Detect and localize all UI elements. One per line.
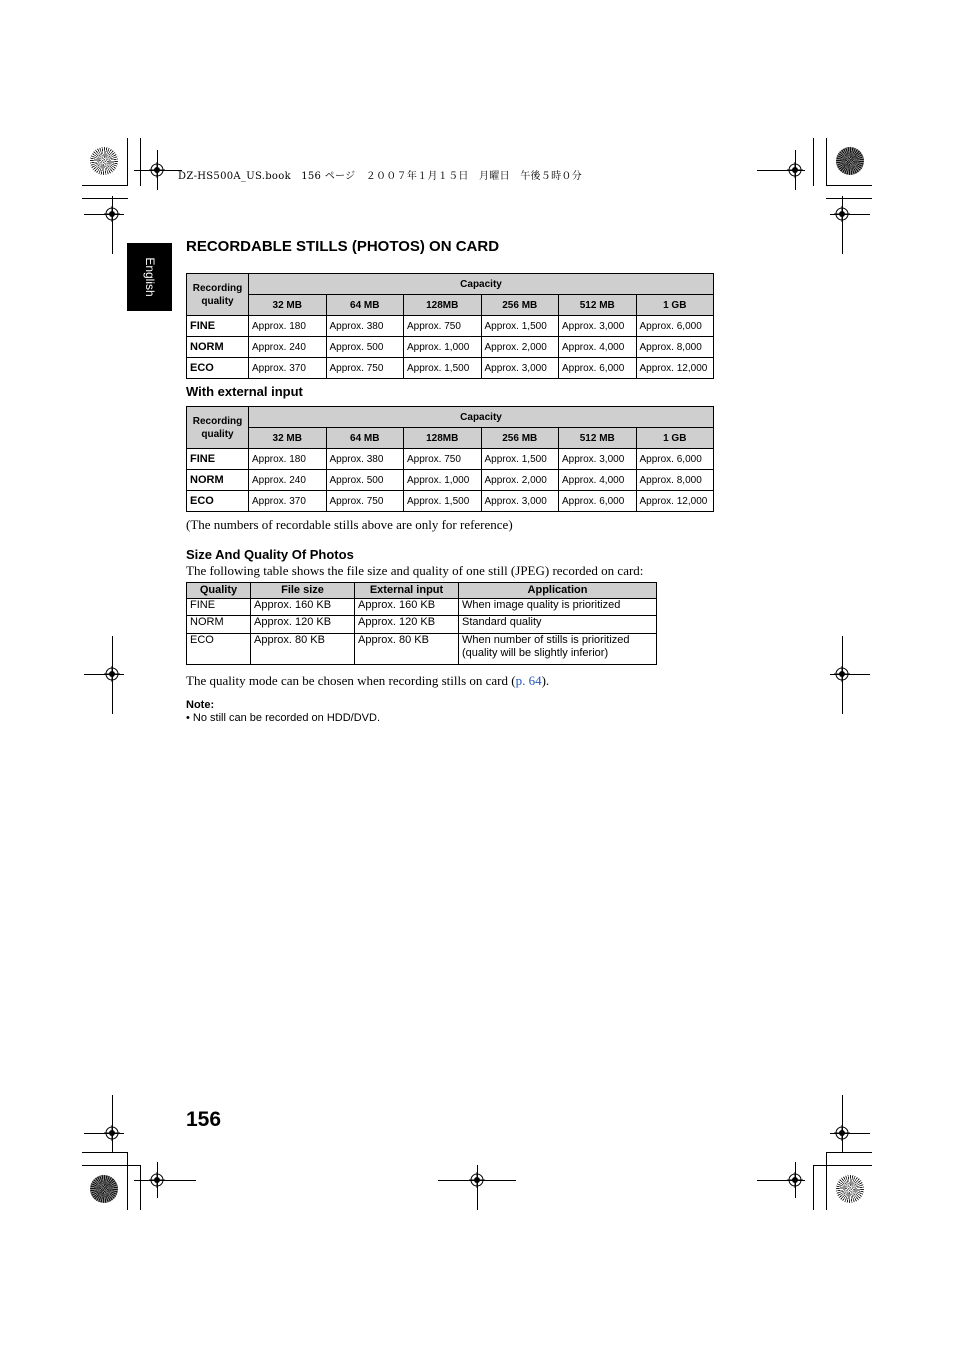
capacity-cell: Approx. 12,000 — [636, 358, 714, 379]
capacity-cell: Approx. 380 — [326, 316, 404, 337]
capacity-cell: Approx. 6,000 — [559, 358, 637, 379]
capacity-column-header: 1 GB — [636, 428, 714, 449]
capacity-cell: Approx. 240 — [249, 337, 327, 358]
table-row — [187, 616, 657, 634]
capacity-cell: Approx. 1,500 — [481, 449, 559, 470]
capacity-cell: Approx. 750 — [404, 449, 482, 470]
capacity-cell: Approx. 3,000 — [481, 358, 559, 379]
table-cell: Standard quality — [459, 616, 657, 634]
capacity-cell: Approx. 750 — [326, 358, 404, 379]
capacity-column-header: 512 MB — [559, 428, 637, 449]
capacity-cell: Approx. 1,500 — [404, 358, 482, 379]
size-quality-heading: Size And Quality Of Photos — [186, 547, 354, 562]
page-number: 156 — [186, 1108, 222, 1131]
table-cell: NORM — [187, 616, 251, 634]
table-row — [187, 634, 657, 665]
capacity-cell: Approx. 240 — [249, 470, 327, 491]
table-row — [187, 470, 714, 491]
capacity-cell: Approx. 1,500 — [481, 316, 559, 337]
bullet-icon: • — [186, 712, 190, 724]
capacity-column-header: 512 MB — [559, 295, 637, 316]
capacity-column-header: 32 MB — [249, 428, 327, 449]
column-header: File size — [251, 583, 355, 599]
color-bar-icon — [90, 147, 118, 175]
table-cell: Approx. 160 KB — [355, 599, 459, 616]
capacity-cell: Approx. 500 — [326, 337, 404, 358]
capacity-cell: Approx. 6,000 — [636, 449, 714, 470]
capacity-cell: Approx. 12,000 — [636, 491, 714, 512]
capacity-column-header: 64 MB — [326, 295, 404, 316]
capacity-column-header: 128MB — [404, 428, 482, 449]
column-header: External input — [355, 583, 459, 599]
capacity-cell: Approx. 6,000 — [559, 491, 637, 512]
recording-quality-header: Recording quality — [187, 274, 249, 316]
section-title: RECORDABLE STILLS (PHOTOS) ON CARD — [186, 238, 500, 255]
table-row — [187, 358, 714, 379]
capacity-cell: Approx. 750 — [326, 491, 404, 512]
color-bar-icon — [90, 1175, 118, 1203]
quality-cell: NORM — [187, 470, 249, 491]
external-input-heading: With external input — [186, 384, 303, 399]
quality-cell: FINE — [187, 316, 249, 337]
reference-note: (The numbers of recordable stills above are only for reference) — [186, 517, 513, 532]
table-row — [187, 599, 657, 616]
quality-mode-text — [186, 673, 549, 689]
size-quality-intro: The following table shows the file size and quality of one still (JPEG) recorded on card: — [186, 563, 644, 578]
table-cell: ECO — [187, 634, 251, 665]
capacity-cell: Approx. 2,000 — [481, 337, 559, 358]
table-row — [187, 491, 714, 512]
capacity-cell: Approx. 2,000 — [481, 470, 559, 491]
capacity-cell: Approx. 1,500 — [404, 491, 482, 512]
print-file-info: DZ-HS500A_US.book 156 ページ ２００７年１月１５日 月曜日 午後５時０分 — [178, 171, 582, 182]
capacity-cell: Approx. 4,000 — [559, 337, 637, 358]
table-cell: When image quality is prioritized — [459, 599, 657, 616]
capacity-table-card — [186, 273, 714, 379]
capacity-cell: Approx. 3,000 — [559, 449, 637, 470]
capacity-cell: Approx. 500 — [326, 470, 404, 491]
quality-mode-sentence: The quality mode can be chosen when recording stills on card ( — [186, 673, 516, 688]
capacity-header: Capacity — [249, 274, 714, 295]
capacity-column-header: 128MB — [404, 295, 482, 316]
capacity-column-header: 32 MB — [249, 295, 327, 316]
table-row — [187, 449, 714, 470]
capacity-cell: Approx. 370 — [249, 358, 327, 379]
capacity-cell: Approx. 4,000 — [559, 470, 637, 491]
capacity-cell: Approx. 3,000 — [559, 316, 637, 337]
capacity-cell: Approx. 180 — [249, 449, 327, 470]
capacity-header: Capacity — [249, 407, 714, 428]
note-label: Note: — [186, 699, 215, 711]
table-cell: Approx. 120 KB — [355, 616, 459, 634]
page-64-link[interactable]: p. 64 — [515, 673, 542, 688]
color-bar-icon — [836, 1175, 864, 1203]
capacity-column-header: 256 MB — [481, 295, 559, 316]
capacity-column-header: 256 MB — [481, 428, 559, 449]
note-item — [186, 712, 380, 724]
capacity-column-header: 1 GB — [636, 295, 714, 316]
capacity-cell: Approx. 8,000 — [636, 337, 714, 358]
table-cell: Approx. 120 KB — [251, 616, 355, 634]
quality-cell: NORM — [187, 337, 249, 358]
recording-quality-header: Recording quality — [187, 407, 249, 449]
capacity-cell: Approx. 3,000 — [481, 491, 559, 512]
quality-mode-end: ). — [541, 673, 550, 688]
table-cell: FINE — [187, 599, 251, 616]
capacity-cell: Approx. 750 — [404, 316, 482, 337]
quality-cell: FINE — [187, 449, 249, 470]
photo-quality-table — [186, 582, 657, 665]
table-cell: Approx. 160 KB — [251, 599, 355, 616]
capacity-cell: Approx. 1,000 — [404, 470, 482, 491]
color-bar-icon — [836, 147, 864, 175]
column-header: Application — [459, 583, 657, 599]
quality-cell: ECO — [187, 358, 249, 379]
capacity-table-external — [186, 406, 714, 512]
quality-cell: ECO — [187, 491, 249, 512]
note-text: No still can be recorded on HDD/DVD. — [192, 712, 380, 724]
capacity-cell: Approx. 6,000 — [636, 316, 714, 337]
language-tab-label: English — [142, 257, 157, 297]
table-cell: Approx. 80 KB — [355, 634, 459, 665]
capacity-cell: Approx. 370 — [249, 491, 327, 512]
capacity-column-header: 64 MB — [326, 428, 404, 449]
capacity-cell: Approx. 8,000 — [636, 470, 714, 491]
capacity-cell: Approx. 1,000 — [404, 337, 482, 358]
capacity-cell: Approx. 380 — [326, 449, 404, 470]
column-header: Quality — [187, 583, 251, 599]
table-row — [187, 337, 714, 358]
table-row — [187, 316, 714, 337]
language-tab — [127, 243, 172, 311]
capacity-cell: Approx. 180 — [249, 316, 327, 337]
table-cell: Approx. 80 KB — [251, 634, 355, 665]
table-cell: When number of stills is prioritized (quality will be slightly inferior) — [459, 634, 657, 665]
